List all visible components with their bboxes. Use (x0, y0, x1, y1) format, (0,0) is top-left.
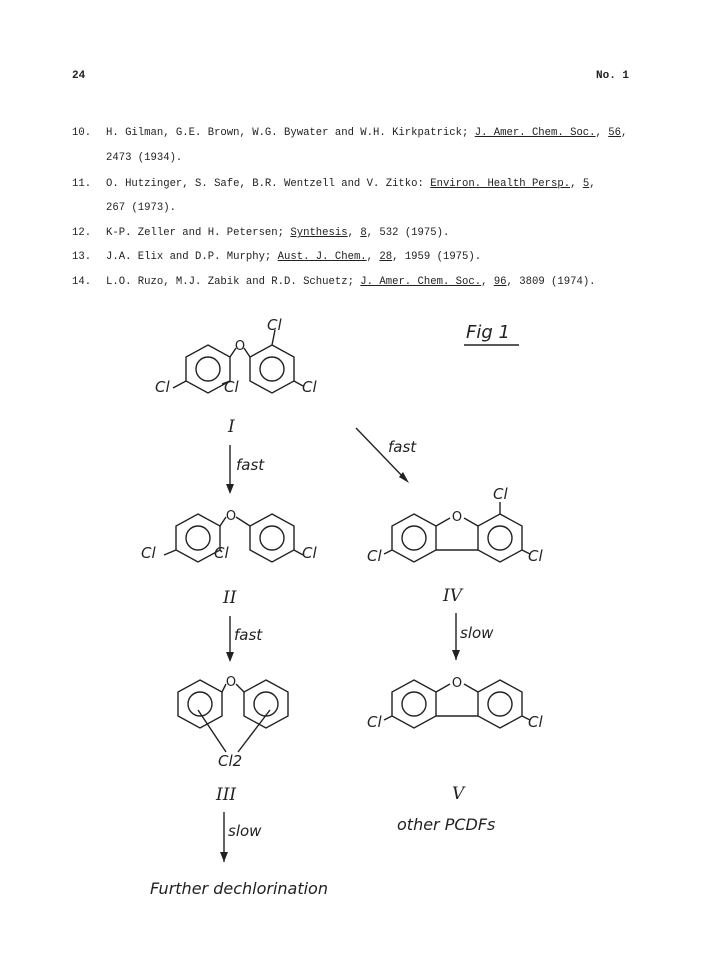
rate-label-fast: fast (388, 438, 417, 456)
compound-V-label: V (452, 784, 465, 804)
chlorine-label: Cl (367, 547, 382, 565)
journal-title: Aust. J. Chem. (277, 251, 367, 263)
compound-V-structure (367, 676, 543, 731)
compound-I-structure (155, 316, 317, 396)
chlorine-label: Cl (141, 544, 156, 562)
page-number: 24 (72, 70, 86, 82)
reference-number: 12. (72, 227, 92, 239)
journal-title: Environ. Health Persp. (430, 178, 571, 190)
chlorine-label: Cl (302, 378, 317, 396)
reference-number: 14. (72, 276, 92, 288)
reference-text: O. Hutzinger, S. Safe, B.R. Wentzell and V. Zitko: Environ. Health Persp., 5, (106, 178, 596, 190)
reference-number: 13. (72, 251, 92, 263)
volume: 8 (360, 227, 367, 239)
oxygen-label: O (225, 509, 237, 524)
dichlorine-label: Cl2 (218, 752, 243, 770)
rate-label-slow: slow (228, 822, 262, 840)
rate-label-slow: slow (460, 624, 494, 642)
journal-title: Synthesis (290, 227, 348, 239)
oxygen-label: O (451, 676, 463, 691)
chlorine-label: Cl (493, 485, 508, 503)
rate-label-fast: fast (234, 626, 263, 644)
issue-number: No. 1 (596, 70, 630, 82)
oxygen-label: O (451, 510, 463, 525)
arrow-head (226, 484, 234, 494)
reference-text: L.O. Ruzo, M.J. Zabik and R.D. Schuetz; J. Amer. Chem. Soc., 96, 3809 (1974). (106, 276, 596, 288)
reference-text-cont: 267 (1973). (106, 202, 176, 214)
compound-II-structure (141, 509, 317, 562)
final-step-label: Further dechlorination (150, 879, 328, 898)
compound-II-label: II (223, 588, 237, 608)
oxygen-label: O (234, 339, 246, 354)
chlorine-label: Cl (267, 316, 282, 334)
reference-text: J.A. Elix and D.P. Murphy; Aust. J. Chem., 28, 1959 (1975). (106, 251, 482, 263)
arrow-head (226, 652, 234, 662)
chlorine-label: Cl (155, 378, 170, 396)
compound-IV-label: IV (443, 586, 462, 606)
volume: 28 (379, 251, 393, 263)
chlorine-label: Cl (224, 378, 239, 396)
oxygen-label: O (225, 675, 237, 690)
reference-text-cont: 2473 (1934). (106, 152, 183, 164)
volume: 56 (608, 127, 621, 139)
compound-I-label: I (228, 417, 235, 437)
reference-text: K-P. Zeller and H. Petersen; Synthesis, 8, 532 (1975). (106, 227, 450, 239)
other-products-label: other PCDFs (397, 815, 496, 834)
reference-text: H. Gilman, G.E. Brown, W.G. Bywater and W.H. Kirkpatrick; J. Amer. Chem. Soc., 56, (106, 127, 628, 139)
arrow-head (220, 852, 228, 862)
reference-number: 10. (72, 127, 92, 139)
reference-number: 11. (72, 178, 92, 190)
volume: 5 (582, 178, 590, 190)
chlorine-label: Cl (214, 544, 229, 562)
journal-title: J. Amer. Chem. Soc. (360, 276, 482, 288)
compound-III-label: III (216, 785, 237, 805)
compound-IV-structure (367, 485, 543, 565)
chlorine-label: Cl (528, 713, 543, 731)
chlorine-label: Cl (367, 713, 382, 731)
volume: 96 (493, 276, 507, 288)
chlorine-label: Cl (302, 544, 317, 562)
chlorine-label: Cl (528, 547, 543, 565)
arrow-head (452, 650, 460, 660)
figure-title: Fig 1 (466, 322, 510, 343)
rate-label-fast: fast (236, 456, 265, 474)
compound-III-structure (178, 675, 288, 770)
journal-title: J. Amer. Chem. Soc. (474, 127, 596, 139)
